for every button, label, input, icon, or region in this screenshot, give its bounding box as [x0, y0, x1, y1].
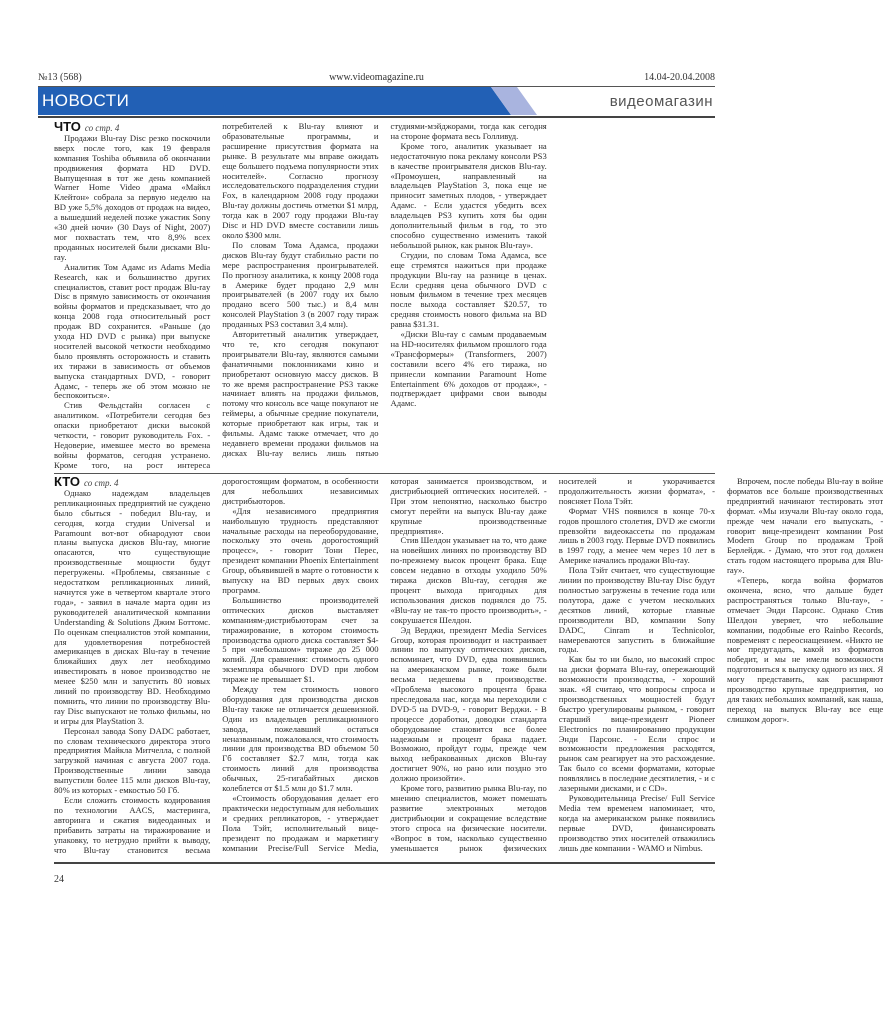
article-title: КТО	[54, 474, 80, 489]
paragraph: Стив Фельдстайн согласен с аналитиком. «Потребители сегодня без опаски приобретают диски высокой четкости, - говорит руководитель Fox. - Недоверие, имевшее место во времена войны форматов, сегодня устранено. Кроме того, на рост интереса потребителей к Blu-ray влияют и образовательные программы, и расширение присутствия формата на рынке. В результате мы вправе ожидать еще большего подъема популярности этих носителей». Согласно прогнозу исследовательского подразделения студии Fox, в календарном 2008 году продажи Blu-ray должны достичь отметки $1 млрд, тогда как в 2007 году продажи Blu-ray Disc и HD DVD вместе составили лишь около $300 млн.	[54, 121, 379, 470]
paragraph: По словам Тома Адамса, продажи дисков Blu-ray будут стабильно расти по мере распространения проигрывателей. По прогнозу аналитика, к концу 2008 года в Америке будет продано 2,9 млн проигрывателей (в 2007 году их было продано всего 500 тыс.) и 8,4 млн консолей PlayStation 3 (в 2007 году тираж проданных PS3 составил 3,4 млн).	[222, 239, 379, 330]
paragraph: Между тем стоимость нового оборудования для производства дисков Blu-ray также не отличается дешевизной. Один из владельцев репликационного завода, пожелавший остаться неназванным, пожаловался, что стоимость линии для производства BD объемом 50 Гб составляет $2.7 млн, тогда как стоимость линий для производства обычных, 25-гигабайтных дисков колеблется от $1.5 млн до $1.7 млн.	[222, 684, 379, 794]
paragraph: Пола Тэйт считает, что существующие линии по производству Blu-ray Disc будут полностью загружены в течение года или полутора, даже с учетом нескольких десятков линий, которые главные производители BD, компании Sony DADC, Cinram и Technicolor, намереваются запустить в ближайшие годы.	[558, 565, 715, 655]
paragraph: Как бы то ни было, но высокий спрос на диски формата Blu-ray, опережающий возможности производства, - хороший знак. «Я считаю, что вопросы спроса и производственных мощностей будут быстро урегулированы рынком, - говорит старший вице-президент Pioneer Electronics по планированию продукции Энди Парсонс. - Если спрос и возможности предложения расходятся, рынок сам реагирует на это расхождение. Так было со всеми форматами, которые появлялись в последние десятилетия, - и с лазерными дисками, и с CD».	[558, 654, 715, 794]
issue-number: №13 (568)	[38, 72, 82, 83]
paragraph: Кроме того, аналитик указывает на недостаточную пока рекламу консоли PS3 в качестве проигрывателя дисков Blu-ray. «Промоушен, направленный на владельцев PlayStation 3, пока еще не приносит заметных плодов, - утверждает Адамс. - Если удастся убедить всех владельцев PS3 купить хотя бы один дополнительный фильм в год, то это способно существенно изменить такой небольшой рынок, как рынок Blu-ray».	[390, 140, 547, 250]
issue-dates: 14.04-20.04.2008	[644, 72, 715, 83]
paragraph: Руководительница Precise/ Full Service Media тем временем напоминает, что, когда на американском рынке появились первые DVD, финансировать производство этих носителей отважились лишь две компании - WAMO и Nimbus.	[558, 793, 715, 853]
article-who	[54, 474, 883, 859]
website-url[interactable]: www.videomagazine.ru	[329, 72, 424, 83]
paragraph: «Для независимого предприятия наибольшую трудность представляют начальные расходы на переоборудование, поскольку это очень дорогостоящий процесс», - говорит Тони Перес, президент компании Phoenix Entertainment Group, объявившей в марте о готовности к выпуску на BD первых двух своих программ.	[222, 505, 379, 595]
page-number: 24	[54, 874, 64, 885]
paragraph: Продажи Blu-ray Disc резко поскочили вверх после того, как 19 февраля компания Toshiba объявила об окончании продвижения формата HD DVD. Выпущенная в тот же день компанией Warner Home Video драма «Майкл Клейтон» собрала за первую неделю на BD уже 5,5% доходов от продаж на видео, а вышедший неделей позже ужастик Sony «30 дней ночи» (30 Days of Night, 2007) мог похвастать тем, что 8,9% всех проданных носителей были дисками Blu-ray.	[54, 132, 211, 262]
article-divider	[54, 473, 715, 474]
paragraph: «Стоимость оборудования делает его практически недоступным для небольших и средних репликаторов, - утверждает Пола Тэйт, исполнительный вице-президент по продажам и маркетингу компании Precise/Full Service Media, которая занимается производством, и дистрибьюцией оптических носителей. - При этом непонятно, насколько быстро смогут перейти на выпуск Blu-ray даже крупные производственные предприятия».	[222, 476, 547, 853]
article-who-columns	[54, 474, 883, 859]
paragraph: Эд Верджи, президент Media Services Group, которая производит и настраивает линии по выпуску оптических дисков, вспоминает, что DVD, едва появившись на американском рынке, тоже были весьма недешевы в производстве. «Проблема высокого процента брака преследовала нас, когда мы переходили с DVD-5 на DVD-9, - говорит Верджи. - В процессе доработки, доводки стандарта оборудование становится все более надежным и процент брака падает. Возможно, пройдут годы, прежде чем выход небракованных дисков Blu-ray достигнет 90%, но рано или поздно это должно произойти».	[390, 624, 547, 784]
paragraph: Авторитетный аналитик утверждает, что те, кто сегодня покупают проигрыватели Blu-ray, являются самыми фанатичными поклонниками кино и приобретают основную массу дисков. В то же время распространение PS3 также начинает влиять на продажи фильмов, потому что консоль все чаще покупают не геймеры, а обычные средние покупатели, которые приобретают как игры, так и фильмы. Адамс также отмечает, что до недавнего времени продажи фильмов на дисках Blu-ray велись лишь пятью студиями-мэйджорами, тогда как сегодня на стороне формата весь Голливуд.	[222, 121, 547, 458]
paragraph: Формат VHS появился в конце 70-х годов прошлого столетия, DVD же смогли превзойти видеокассеты по продажам лишь в 2003 году. Первые DVD появились в 1997 году, а менее чем через 10 лет в Америке начались продажи Blu-ray.	[558, 505, 715, 566]
section-banner	[38, 87, 715, 115]
paragraph: Кроме того, развитию рынка Blu-ray, по мнению специалистов, может помешать развитие электронных методов дистрибьюции и сокращение вследствие этого спроса на физические носители. «Вопрос в том, насколько существенно уменьшается рынок физических носителей и укорачивается продолжительность жизни формата», - поясняет Пола Тэйт.	[390, 476, 715, 853]
article-what	[54, 119, 715, 472]
paragraph: Если сложить стоимость кодирования по технологии AACS, мастеринга, авторинга и сжатия видеоданных и прибавить затраты на тиражирование и упаковку, то нетрудно прийти к выводу, что Blu-ray становится весьма дорогостоящим форматом, в особенности для небольших независимых дистрибьюторов.	[54, 476, 379, 855]
paragraph: Студии, по словам Тома Адамса, все еще стремятся нажиться при продаже продукции Blu-ray на разнице в ценах. Если средняя цена обычного DVD с новым фильмом в течение трех месяцев после выхода составляет $20.57, то средняя стоимость нового фильма на BD равна $31.31.	[390, 249, 547, 330]
paragraph: Впрочем, после победы Blu-ray в войне форматов все больше производственных предприятий начинают тестировать этот формат. «Мы изучали Blu-ray около года, прежде чем начали его выпускать, - говорит вице-президент компании Post Modern Group по продажам Трой Берлейдж. - Думаю, что этот год должен стать годом настоящего прорыва для Blu-ray».	[727, 476, 883, 576]
running-header	[38, 72, 715, 86]
paragraph: «Теперь, когда война форматов окончена, ясно, что дальше будет распространяться только Blu-ray», - отмечает Энди Парсонс. Однако Стив Шелдон уверяет, что небольшие компании, подобные его Rainbo Records, повременят с переоснащением. «Никто не мог предугадать, какой из форматов победит, и мы не имели возможности подготовиться к выпуску одного из них. Я могу представить, как расширяют производство крупные предприятия, но для таких небольших компаний, как наша, переход на выпуск Blu-ray все еще слишком дорог».	[727, 575, 883, 724]
paragraph: Персонал завода Sony DADC работает, по словам технического директора этого предприятия Майкла Митчелла, с полной загрузкой начиная с августа 2007 года. Производственные линии завода выпустили более 115 млн дисков Blu-ray, 80% из которых - емкостью 50 Гб.	[54, 725, 211, 796]
section-title: НОВОСТИ	[42, 91, 130, 110]
paragraph: «Диски Blu-ray с самым продаваемым на HD-носителях фильмом прошлого года «Трансформеры» (Transformers, 2007) составили всего 4% его тиража, но принесли компании Paramount Home Entertainment 6% доходов от продаж», - подтверждает цифрами свои выводы Адамс.	[390, 329, 547, 409]
paragraph: Однако надеждам владельцев репликационных предприятий не суждено было сбыться - победил Blu-ray, и сегодня, когда студии Universal и Paramount вот-вот обнародуют свои планы выпуска дисков Blu-ray, многие опасаются, что существующие производственные мощности будут перегружены. «Проблемы, связанные с недостатком репликационных линий, начнутся уже в четвертом квартале этого года», - заявил в начале марта один из руководителей аналитической компании Understanding & Solutions Джим Боттомс. По оценкам специалистов этой компании, для удовлетворения потребностей американцев в дисках Blu-ray в течение ближайших двух лет необходимо инвестировать в новое производство не менее $250 млн и запустить 80 новых линий по производству BD. Необходимо помнить, что линии по производству Blu-ray Disc выпускают не только фильмы, но и игры для PlayStation 3.	[54, 487, 211, 726]
banner-rule	[38, 116, 715, 118]
paragraph: Аналитик Том Адамс из Adams Media Research, как и большинство других специалистов, ставит рост продаж Blu-ray Disc в прямую зависимость от окончания войны форматов и предсказывает, что до конца 2008 года относительный рост продаж BD сохранится. «Раньше (до ухода HD DVD с рынка) при выпуске носителей высокой четкости необходимо было проявлять осторожность и ставить их тиражи в зависимость от объемов выпуска стандартных DVD, - говорит Адамс, - теперь же об этом можно не беспокоиться».	[54, 261, 211, 401]
continued-from[interactable]: со стр. 4	[84, 478, 119, 488]
article-title: ЧТО	[54, 119, 81, 134]
paragraph: Большинство производителей оптических дисков выставляет компаниям-дистрибьюторам счет за тиражирование, в котором стоимость производства одного диска составляет $4-5 при «небольшом» тираже до 25 000 копий. Для сравнения: стоимость одного экземпляра обычного DVD при любом тираже не превышает $1.	[222, 594, 379, 685]
footer-rule	[54, 862, 715, 864]
continued-from[interactable]: со стр. 4	[84, 123, 120, 133]
paragraph: Стив Шелдон указывает на то, что даже на новейших линиях по производству BD по-прежнему высок процент брака. Еще совсем недавно в отходы уходило 50% тиража дисков Blu-ray, сегодня же процент выхода пригодных для использования дисков поднялся до 75. «Blu-ray не так-то просто производить», - сокрушается Шелдон.	[390, 535, 547, 625]
magazine-brand: видеомагазин	[609, 93, 713, 110]
article-what-columns	[54, 119, 715, 472]
